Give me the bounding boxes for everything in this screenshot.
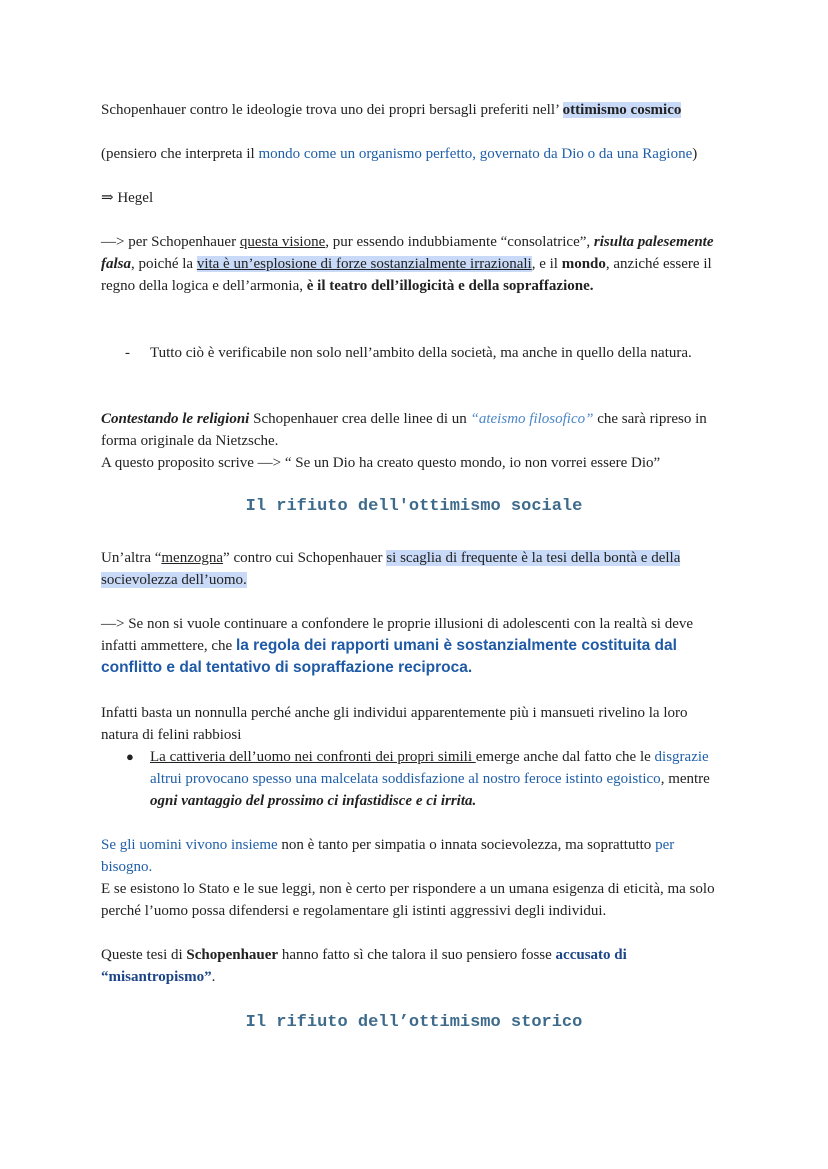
paragraph-false-vision: —> per Schopenhauer questa visione, pur essendo indubbiamente “consolatrice”, risulta palesemente falsa, poiché la vita è un’esplosione di forze sostanzialmente irrazionali, e il mondo, anziché essere il regno della logica e dell’armonia, è il teatro dell’illogicità e della sopraffazione.	[101, 234, 714, 294]
paragraph-definition: (pensiero che interpreta il mondo come un organismo perfetto, governato da Dio o da una Ragione)	[101, 146, 698, 162]
section-heading-historical: Il rifiuto dell’ottimismo storico	[245, 1013, 583, 1032]
paragraph-cosmic-optimism: Schopenhauer contro le ideologie trova uno dei propri bersagli preferiti nell’ ottimismo cosmico	[101, 102, 682, 118]
paragraph-misantropismo: Queste tesi di Schopenhauer hanno fatto sì che talora il suo pensiero fosse accusato di “misantropismo”.	[101, 947, 627, 985]
section-heading-social: Il rifiuto dell'ottimismo sociale	[245, 497, 583, 516]
paragraph-menzogna: Un’altra “menzogna” contro cui Schopenhauer si scaglia di frequente è la tesi della bontà e della socievolezza dell’uomo.	[101, 550, 681, 588]
paragraph-hegel: ⇒ Hegel	[101, 190, 154, 206]
document-page: Schopenhauer contro le ideologie trova uno dei propri bersagli preferiti nell’ ottimismo cosmico (pensiero che interpreta il mondo come un organismo perfetto, governato da Dio o da una Ragione) ⇒ Hegel —> per Schopenhauer questa visione, pur essendo indubbiamente “consolatrice”, risulta palesemente falsa, poiché la vita è un’esplosione di forze sostanzialmente irrazionali, e il mondo, anziché essere il regno della logica e dell’armonia, è il teatro dell’illogicità e della sopraffazione. - Tutto ciò è verificabile non solo nell’ambito della società, ma anche in quello della natura. Contestando le religioni Schopenhauer crea delle linee di un “ateismo filosofico” che sarà ripreso in forma originale da Nietzsche. A questo proposito scrive —> “ Se un Dio ha creato questo mondo, io non vorrei essere Dio” Il rifiuto dell'ottimismo sociale Un’altra “menzogna” contro cui Schopenhauer si scaglia di frequente è la tesi della bontà e della socievolezza dell’uomo. —> Se non si vuole continuare a confondere le proprie illusioni di adolescenti con la realtà si deve infatti ammettere, che la regola dei rapporti umani è sostanzialmente costituita dal conflitto e dal tentativo di sopraffazione reciproca. Infatti basta un nonnulla perché anche gli individui apparentemente più i mansueti rivelino la loro natura di felini rabbiosi ● La cattiveria dell’uomo nei confronti dei propri simili emerge anche dal fatto che le disgrazie altrui provocano spesso una malcelata soddisfazione al nostro feroce istinto egoistico, mentre ogni vantaggio del prossimo ci infastidisce e ci irrita. Se gli uomini vivono insieme non è tanto per simpatia o innata socievolezza, ma soprattutto per bisogno. E se esistono lo Stato e le sue leggi, non è certo per rispondere a un umana esigenza di eticità, ma solo perché l’uomo possa difendersi e regolamentare gli istinti aggressivi degli individui. Queste tesi di Schopenhauer hanno fatto sì che talora il suo pensiero fosse accusato di “misantropismo”. Il rifiuto dell’ottimismo storico	[0, 0, 828, 1169]
paragraph-stato: E se esistono lo Stato e le sue leggi, non è certo per rispondere a un umana esigenza di eticità, ma solo perché l’uomo possa difendersi e regolamentare gli istinti aggressivi degli individui.	[101, 881, 715, 919]
highlight-bonta: si scaglia di frequente è la tesi della bontà e della socievolezza dell’uomo.	[101, 550, 681, 588]
paragraph-conflict: —> Se non si vuole continuare a confondere le proprie illusioni di adolescenti con la realtà si deve infatti ammettere, che la regola dei rapporti umani è sostanzialmente costituita dal conflitto e dal tentativo di sopraffazione reciproca.	[101, 616, 694, 676]
highlight-vita: vita è un’esplosione di forze sostanzialmente irrazionali	[196, 256, 532, 272]
paragraph-religions: Contestando le religioni Schopenhauer crea delle linee di un “ateismo filosofico” che sarà ripreso in forma originale da Nietzsche.	[101, 411, 707, 449]
paragraph-felini: Infatti basta un nonnulla perché anche gli individui apparentemente più i mansueti rivelino la loro natura di felini rabbiosi	[101, 705, 688, 743]
paragraph-quote: A questo proposito scrive —> “ Se un Dio ha creato questo mondo, io non vorrei essere Dio”	[101, 455, 661, 471]
paragraph-bisogno: Se gli uomini vivono insieme non è tanto per simpatia o innata socievolezza, ma soprattutto per bisogno.	[101, 837, 675, 875]
highlight-ottimismo-cosmico: ottimismo cosmico	[562, 102, 682, 118]
